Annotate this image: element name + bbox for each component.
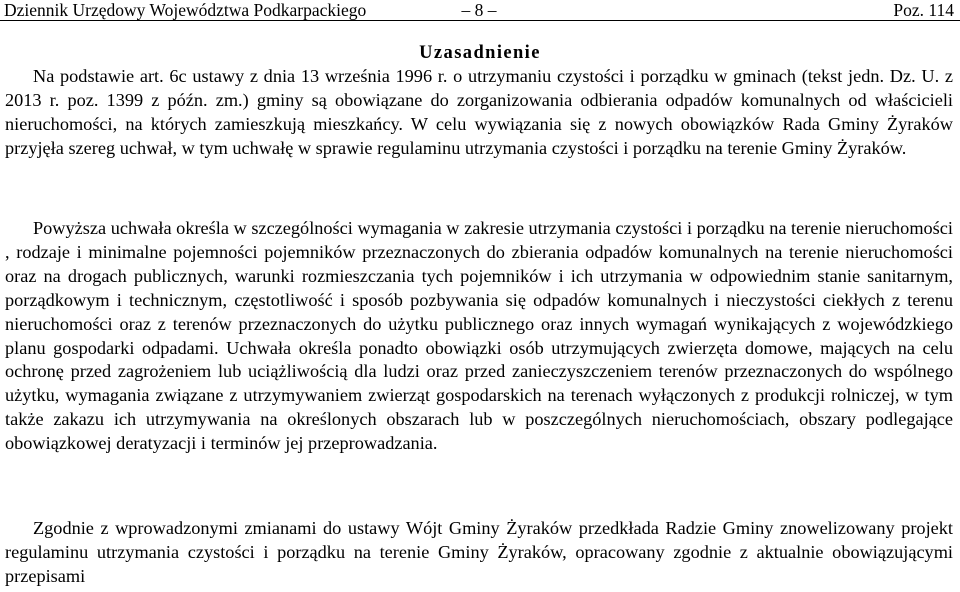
section-title: Uzasadnienie — [419, 43, 541, 63]
paragraph-2: Powyższa uchwała określa w szczególności wymagania w zakresie utrzymania czystości i porządku na terenie nieruchomości , rodzaje i minimalne pojemności pojemników przeznaczonych do zbierania odpadów komunalnych na terenie nieruchomości oraz na drogach publicznych, warunki rozmieszczania tych pojemników i ich utrzymania w odpowiednim stanie sanitarnym, porządkowym i technicznym, częstotliwość i sposób pozbywania się odpadów komunalnych i nieczystości ciekłych z terenu nieruchomości oraz z terenów przeznaczonych do użytku publicznego oraz innych wymagań wynikających z wojewódzkiego planu gospodarki odpadami. Uchwała określa ponadto obowiązki osób utrzymujących zwierzęta domowe, mających na celu ochronę przed zagrożeniem lub uciążliwością dla ludzi oraz przed zanieczyszczeniem terenów przeznaczonych do wspólnego użytku, wymagania związane z utrzymywaniem zwierząt gospodarskich na terenach wyłączonych z produkcji rolniczej, w tym także zakazu ich utrzymywania na określonych obszarach lub w poszczególnych nieruchomościach, obszary podlegające obowiązkowej deratyzacji i terminów jej przeprowadzania. — [5, 218, 953, 454]
page-number: – 8 – — [461, 0, 497, 20]
journal-name: Dziennik Urzędowy Województwa Podkarpackiego — [4, 0, 367, 20]
paragraph-1: Na podstawie art. 6c ustawy z dnia 13 września 1996 r. o utrzymaniu czystości i porządku w gminach (tekst jedn. Dz. U. z 2013 r. poz. 1399 z późn. zm.) gminy są obowiązane do zorganizowania odbierania odpadów komunalnych od właścicieli nieruchomości, na których zamieszkują mieszkańcy. W celu wywiązania się z nowych obowiązków Rada Gminy Żyraków przyjęła szereg uchwał, w tym uchwałę w sprawie regulaminu utrzymania czystości i porządku na terenie Gminy Żyraków. — [5, 66, 953, 158]
item-number: Poz. 114 — [893, 0, 954, 20]
header-divider — [0, 20, 960, 21]
running-header — [4, 0, 954, 20]
paragraph-3: Zgodnie z wprowadzonymi zmianami do ustawy Wójt Gminy Żyraków przedkłada Radzie Gminy znowelizowany projekt regulaminu utrzymania czystości i porządku na terenie Gminy Żyraków, opracowany zgodnie z aktualnie obowiązującymi przepisami — [5, 518, 953, 586]
